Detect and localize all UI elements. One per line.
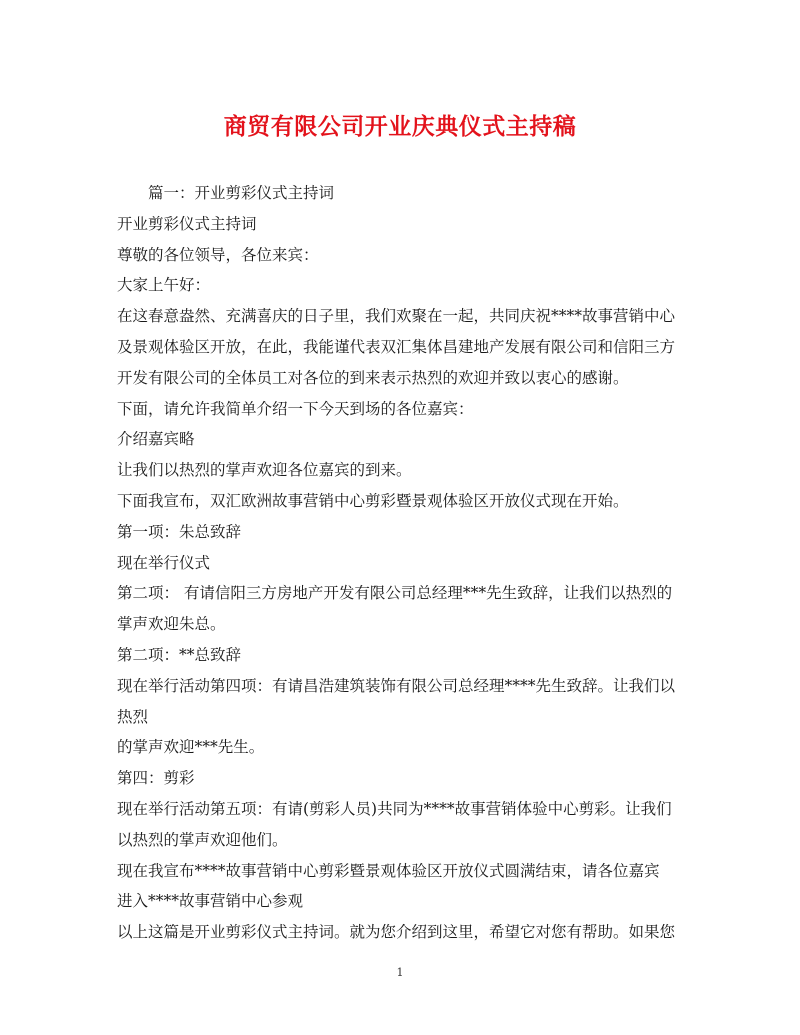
text-line: 大家上午好：: [117, 276, 211, 295]
text-line: 现在我宣布****故事营销中心剪彩暨景观体验区开放仪式圆满结束，请各位嘉宾: [117, 861, 660, 880]
text-line: 尊敬的各位领导，各位来宾：: [117, 245, 319, 264]
text-line: 热烈: [117, 707, 149, 726]
text-line: 现在举行活动第五项：有请(剪彩人员)共同为****故事营销体验中心剪彩。让我们: [117, 799, 672, 818]
document-body: [117, 178, 689, 948]
page-number: 1: [396, 966, 404, 979]
text-line: 第二项：**总致辞: [117, 645, 242, 664]
section-heading: 篇一：开业剪彩仪式主持词: [148, 184, 335, 202]
text-line: 的掌声欢迎***先生。: [117, 738, 265, 757]
text-line: 掌声欢迎朱总。: [117, 615, 226, 634]
text-line: 第四：剪彩: [117, 769, 195, 788]
text-line: 让我们以热烈的掌声欢迎各位嘉宾的到来。: [117, 461, 412, 480]
text-line: 现在举行活动第四项：有请昌浩建筑装饰有限公司总经理****先生致辞。让我们以: [117, 676, 676, 695]
text-line: 下面我宣布，双汇欧洲故事营销中心剪彩暨景观体验区开放仪式现在开始。: [117, 491, 629, 510]
text-line: 以热烈的掌声欢迎他们。: [117, 830, 288, 849]
text-line: 及景观体验区开放，在此，我能谨代表双汇集体昌建地产发展有限公司和信阳三方: [117, 337, 676, 356]
text-line: 下面，请允许我简单介绍一下今天到场的各位嘉宾：: [117, 399, 474, 418]
text-line: 以上这篇是开业剪彩仪式主持词。就为您介绍到这里，希望它对您有帮助。如果您: [117, 923, 676, 942]
text-line: 开业剪彩仪式主持词: [117, 214, 257, 233]
text-line: 进入****故事营销中心参观: [117, 892, 304, 911]
text-line: 介绍嘉宾略: [117, 430, 195, 449]
text-line: 第二项： 有请信阳三方房地产开发有限公司总经理***先生致辞，让我们以热烈的: [117, 584, 673, 603]
text-line: 在这春意盎然、充满喜庆的日子里，我们欢聚在一起，共同庆祝****故事营销中心: [117, 307, 676, 326]
text-line: 现在举行仪式: [117, 553, 211, 572]
document-title: 商贸有限公司开业庆典仪式主持稿: [223, 113, 577, 140]
text-line: 开发有限公司的全体员工对各位的到来表示热烈的欢迎并致以衷心的感谢。: [117, 368, 629, 387]
text-line: 第一项：朱总致辞: [117, 522, 242, 541]
